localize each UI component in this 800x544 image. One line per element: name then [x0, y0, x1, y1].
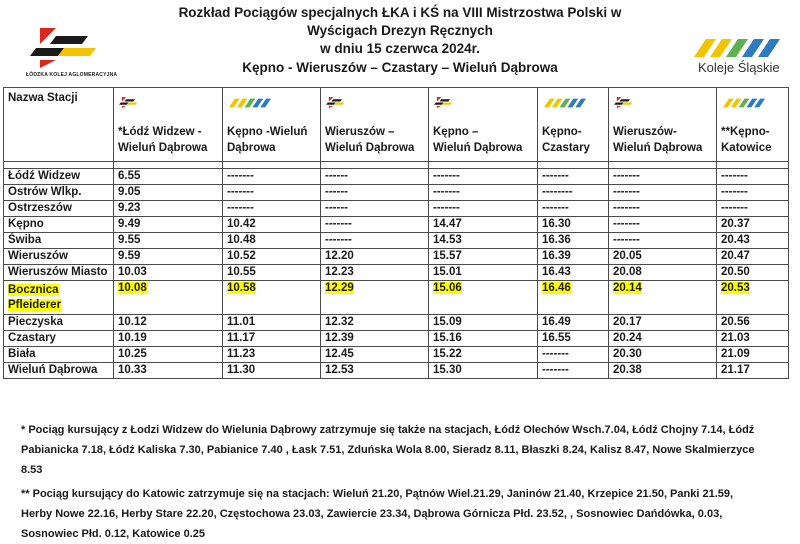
station-name-cell [4, 169, 114, 185]
station-name: Czastary [8, 332, 56, 344]
time-cell [429, 233, 538, 249]
time-cell [717, 201, 789, 217]
footnote-line: 8.53 [21, 464, 43, 476]
departure-time: 20.30 [613, 348, 642, 360]
koleje-slaskie-caption: Koleje Śląskie [698, 60, 780, 75]
time-cell [114, 169, 223, 185]
departure-time: 12.23 [325, 266, 354, 278]
table-row [4, 185, 789, 201]
departure-time: 20.43 [721, 234, 750, 246]
time-cell [609, 265, 717, 281]
column-title-line-1: Wieruszów – [325, 126, 395, 138]
station-name-cell [4, 201, 114, 217]
footnote-line: Herby Nowe 22.16, Herby Stare 22.20, Częstochowa 23.03, Zawiercie 23.34, Dąbrowa Górnicza Płd. 23.52, , Sosnowiec Dańdówka, 0.03, [21, 508, 723, 520]
footnote-line: Pabianicka 7.18, Łódź Kaliska 7.30, Pabianice 7.40 , Łask 7.51, Zduńska Wola 8.00, Sieradz 8.11, Błaszki 8.24, Kalisz 8.47, Nowe Skalmierzyce [21, 444, 755, 456]
time-cell [717, 185, 789, 201]
table-header-row [4, 88, 789, 162]
station-name-cell [4, 249, 114, 265]
time-cell [609, 315, 717, 331]
departure-time: 16.46 [542, 282, 571, 294]
departure-time: ------ [325, 186, 348, 198]
departure-time: 14.53 [433, 234, 462, 246]
table-row [4, 233, 789, 249]
time-cell [538, 347, 609, 363]
departure-time: 10.42 [227, 218, 256, 230]
time-cell [321, 315, 429, 331]
koleje-slaskie-small-logo-icon [227, 92, 271, 112]
time-cell [538, 281, 609, 315]
station-name: Ostrzeszów [8, 202, 72, 214]
time-cell [114, 331, 223, 347]
station-name-line-2: Pfleiderer [8, 298, 62, 311]
column-title-line-1: **Kępno- [721, 126, 770, 138]
table-row [4, 281, 789, 315]
departure-time: 10.48 [227, 234, 256, 246]
station-name-cell [4, 315, 114, 331]
station-name-cell [4, 217, 114, 233]
station-name-cell [4, 363, 114, 379]
departure-time: ------- [721, 186, 748, 198]
footnote-katowice-train [21, 484, 781, 544]
time-cell [223, 185, 321, 201]
lka-logo [26, 22, 118, 80]
time-cell [321, 331, 429, 347]
train-column-header [321, 88, 429, 162]
station-name-cell [4, 281, 114, 315]
time-cell [429, 281, 538, 315]
time-cell [717, 281, 789, 315]
departure-time: 16.55 [542, 332, 571, 344]
train-column-header [429, 88, 538, 162]
station-name: Kępno [8, 218, 44, 230]
time-cell [223, 201, 321, 217]
departure-time: 15.01 [433, 266, 462, 278]
title-line-1: Rozkład Pociągów specjalnych ŁKA i KŚ na VIII Mistrzostwa Polski w Wyścigach Drezyn Ręcznych [178, 5, 622, 38]
time-cell [609, 363, 717, 379]
time-cell [609, 185, 717, 201]
departure-time: 10.55 [227, 266, 256, 278]
departure-time: 15.57 [433, 250, 462, 262]
time-cell [538, 363, 609, 379]
table-row [4, 265, 789, 281]
departure-time: 20.50 [721, 266, 750, 278]
departure-time: ------- [227, 170, 254, 182]
table-row [4, 315, 789, 331]
column-title-line-2: Wieluń Dąbrowa [325, 142, 415, 154]
station-name-cell [4, 347, 114, 363]
time-cell [538, 265, 609, 281]
departure-time: ------- [721, 202, 748, 214]
time-cell [114, 233, 223, 249]
koleje-slaskie-small-logo-icon [542, 92, 586, 112]
departure-time: 15.16 [433, 332, 462, 344]
time-cell [321, 281, 429, 315]
column-title-line-2: Katowice [721, 142, 772, 154]
departure-time: 10.03 [118, 266, 147, 278]
departure-time: 20.53 [721, 282, 750, 294]
table-spacer-row [4, 162, 789, 169]
departure-time: ------- [433, 202, 460, 214]
time-cell [609, 201, 717, 217]
koleje-slaskie-logo [690, 33, 790, 83]
departure-time: 16.36 [542, 234, 571, 246]
footnote-line: Sosnowiec Płd. 0.12, Katowice 0.25 [21, 528, 206, 540]
departure-time: 15.06 [433, 282, 462, 294]
column-title-line-2: Dąbrowa [227, 142, 276, 154]
departure-time: 9.23 [118, 202, 141, 214]
column-title-line-2: Wieluń Dąbrowa [613, 142, 703, 154]
lka-small-logo-icon [433, 92, 455, 112]
departure-time: 12.39 [325, 332, 354, 344]
time-cell [609, 217, 717, 233]
time-cell [429, 265, 538, 281]
time-cell [717, 249, 789, 265]
time-cell [223, 249, 321, 265]
departure-time: 12.29 [325, 282, 354, 294]
departure-time: ------- [542, 364, 569, 376]
departure-time: ------ [325, 170, 348, 182]
time-cell [321, 185, 429, 201]
column-title-line-1: Kępno -Wieluń [227, 126, 308, 138]
time-cell [223, 217, 321, 233]
station-name-cell [4, 331, 114, 347]
timetable-body [4, 169, 789, 379]
time-cell [114, 185, 223, 201]
departure-time: ------- [325, 234, 352, 246]
time-cell [114, 265, 223, 281]
time-cell [538, 315, 609, 331]
column-title-line-1: Kępno – [433, 126, 479, 138]
time-cell [538, 331, 609, 347]
station-column-header: Nazwa Stacji [4, 88, 114, 162]
title-line-2: w dniu 15 czerwca 2024r. [320, 41, 480, 56]
departure-time: 9.55 [118, 234, 141, 246]
train-column-header [114, 88, 223, 162]
time-cell [538, 233, 609, 249]
departure-time: 6.55 [118, 170, 141, 182]
train-timetable [3, 87, 789, 379]
time-cell [538, 249, 609, 265]
table-row [4, 249, 789, 265]
time-cell [429, 315, 538, 331]
station-name: Pieczyska [8, 316, 63, 328]
time-cell [538, 217, 609, 233]
time-cell [321, 217, 429, 233]
table-row [4, 217, 789, 233]
departure-time: 20.08 [613, 266, 642, 278]
time-cell [321, 233, 429, 249]
time-cell [223, 265, 321, 281]
departure-time: 10.58 [227, 282, 256, 294]
column-title-line-2: Wieluń Dąbrowa [433, 142, 523, 154]
departure-time: 12.20 [325, 250, 354, 262]
table-row [4, 201, 789, 217]
departure-time: 20.37 [721, 218, 750, 230]
departure-time: 15.30 [433, 364, 462, 376]
departure-time: ------- [433, 170, 460, 182]
table-row [4, 347, 789, 363]
time-cell [223, 281, 321, 315]
time-cell [429, 169, 538, 185]
departure-time: 21.17 [721, 364, 750, 376]
time-cell [609, 281, 717, 315]
departure-time: ------- [227, 186, 254, 198]
departure-time: ------- [613, 218, 640, 230]
departure-time: 10.19 [118, 332, 147, 344]
departure-time: ------- [542, 202, 569, 214]
time-cell [114, 249, 223, 265]
departure-time: 20.17 [613, 316, 642, 328]
footnote-line: * Pociąg kursujący z Łodzi Widzew do Wielunia Dąbrowy zatrzymuje się także na stacjach, Łódź Olechów Wsch.7.04, Łódź Chojny 7.14, Łódź [21, 424, 755, 436]
departure-time: 15.22 [433, 348, 462, 360]
departure-time: -------- [542, 186, 573, 198]
time-cell [429, 249, 538, 265]
time-cell [717, 265, 789, 281]
lka-logo-icon [26, 22, 106, 70]
time-cell [538, 185, 609, 201]
departure-time: ------- [325, 218, 352, 230]
document-title [150, 4, 650, 58]
time-cell [114, 201, 223, 217]
departure-time: ------- [613, 202, 640, 214]
departure-time: 12.53 [325, 364, 354, 376]
time-cell [717, 217, 789, 233]
station-name-cell [4, 233, 114, 249]
station-name: Ostrów Wlkp. [8, 186, 82, 198]
departure-time: 9.49 [118, 218, 141, 230]
column-title-line-1: Wieruszów- [613, 126, 677, 138]
departure-time: 21.03 [721, 332, 750, 344]
departure-time: 16.49 [542, 316, 571, 328]
time-cell [321, 347, 429, 363]
train-column-header [223, 88, 321, 162]
time-cell [717, 347, 789, 363]
time-cell [114, 363, 223, 379]
departure-time: 11.01 [227, 316, 256, 328]
time-cell [114, 347, 223, 363]
station-name: Wieruszów [8, 250, 68, 262]
column-title-line-2: Wieluń Dąbrowa [118, 142, 208, 154]
departure-time: 16.43 [542, 266, 571, 278]
departure-time: 11.30 [227, 364, 256, 376]
time-cell [429, 201, 538, 217]
time-cell [114, 315, 223, 331]
station-name-cell [4, 185, 114, 201]
departure-time: 10.52 [227, 250, 256, 262]
time-cell [717, 233, 789, 249]
departure-time: 11.17 [227, 332, 256, 344]
station-name: Świba [8, 234, 42, 246]
time-cell [717, 315, 789, 331]
train-column-header [538, 88, 609, 162]
station-name: Wieruszów Miasto [8, 266, 108, 278]
departure-time: 20.47 [721, 250, 750, 262]
koleje-slaskie-logo-icon [690, 33, 780, 59]
time-cell [223, 363, 321, 379]
departure-time: 12.32 [325, 316, 354, 328]
departure-time: 21.09 [721, 348, 750, 360]
time-cell [223, 233, 321, 249]
lka-small-logo-icon [613, 92, 635, 112]
departure-time: 14.47 [433, 218, 462, 230]
departure-time: ------- [433, 186, 460, 198]
departure-time: 10.12 [118, 316, 147, 328]
departure-time: 10.08 [118, 282, 147, 294]
time-cell [114, 217, 223, 233]
time-cell [609, 347, 717, 363]
departure-time: ------- [227, 202, 254, 214]
departure-time: 20.38 [613, 364, 642, 376]
time-cell [717, 169, 789, 185]
departure-time: ------- [613, 186, 640, 198]
time-cell [429, 347, 538, 363]
time-cell [538, 201, 609, 217]
departure-time: 20.05 [613, 250, 642, 262]
departure-time: ------- [542, 348, 569, 360]
departure-time: ------- [721, 170, 748, 182]
lka-small-logo-icon [118, 92, 140, 112]
departure-time: 9.05 [118, 186, 141, 198]
time-cell [538, 169, 609, 185]
time-cell [429, 363, 538, 379]
departure-time: 16.30 [542, 218, 571, 230]
time-cell [717, 331, 789, 347]
departure-time: 10.33 [118, 364, 147, 376]
time-cell [609, 233, 717, 249]
station-name-cell [4, 265, 114, 281]
departure-time: ------- [613, 170, 640, 182]
column-title-line-2: Czastary [542, 142, 590, 154]
time-cell [321, 265, 429, 281]
time-cell [321, 363, 429, 379]
departure-time: 16.39 [542, 250, 571, 262]
departure-time: 20.24 [613, 332, 642, 344]
time-cell [609, 169, 717, 185]
route-subtitle: Kępno - Wieruszów – Czastary – Wieluń Dąbrowa [242, 60, 558, 75]
column-title-line-1: *Łódź Widzew - [118, 126, 202, 138]
lka-small-logo-icon [325, 92, 347, 112]
lka-logo-caption: ŁÓDZKA KOLEJ AGLOMERACYJNA [26, 72, 118, 78]
time-cell [321, 249, 429, 265]
time-cell [223, 347, 321, 363]
departure-time: ------- [613, 234, 640, 246]
station-name: Wieluń Dąbrowa [8, 364, 98, 376]
departure-time: ------- [542, 170, 569, 182]
time-cell [429, 331, 538, 347]
departure-time: 11.23 [227, 348, 256, 360]
table-row [4, 331, 789, 347]
station-name: Bocznica [8, 283, 59, 296]
time-cell [609, 249, 717, 265]
koleje-slaskie-small-logo-icon [721, 92, 765, 112]
train-column-header [609, 88, 717, 162]
time-cell [609, 331, 717, 347]
departure-time: 12.45 [325, 348, 354, 360]
table-row [4, 363, 789, 379]
time-cell [114, 281, 223, 315]
station-name: Biała [8, 348, 36, 360]
time-cell [429, 217, 538, 233]
time-cell [321, 201, 429, 217]
station-name: Łódź Widzew [8, 170, 81, 182]
departure-time: 20.14 [613, 282, 642, 294]
train-column-header [717, 88, 789, 162]
departure-time: 9.59 [118, 250, 141, 262]
table-row [4, 169, 789, 185]
time-cell [717, 363, 789, 379]
departure-time: 10.25 [118, 348, 147, 360]
departure-time: ------ [325, 202, 348, 214]
time-cell [223, 315, 321, 331]
departure-time: 20.56 [721, 316, 750, 328]
footnote-lodz-train [21, 420, 781, 480]
departure-time: 15.09 [433, 316, 462, 328]
column-title-line-1: Kępno- [542, 126, 582, 138]
footnote-line: ** Pociąg kursujący do Katowic zatrzymuje się na stacjach: Wieluń 21.20, Pątnów Wiel.21.29, Janinów 21.40, Krzepice 21.50, Panki 21.59, [21, 488, 734, 500]
time-cell [223, 169, 321, 185]
time-cell [429, 185, 538, 201]
time-cell [223, 331, 321, 347]
time-cell [321, 169, 429, 185]
